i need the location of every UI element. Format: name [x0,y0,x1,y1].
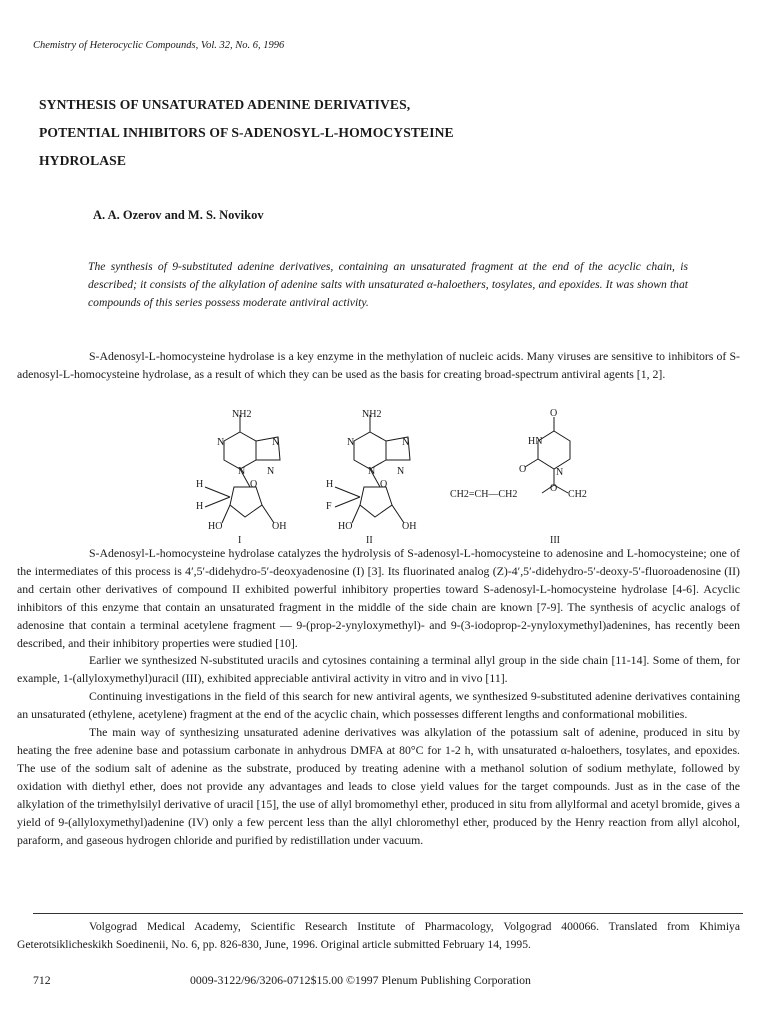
footnote-text: Volgograd Medical Academy, Scientific Research Institute of Pharmacology, Volgograd 400066. Translated from Khimiya Geterotsiklicheskikh Soedinenii, No. 6, pp. 826-830, June, 1996. Original article submitted February 14, 1995. [17,920,740,951]
compound-label: III [550,535,560,546]
amino-group-label: NH2 [232,409,252,420]
oxygen-label: O [380,479,388,490]
allyl-chain-label: CH2=CH—CH2 [450,489,518,500]
structures-svg [180,405,600,546]
body-paragraph: S-Adenosyl-L-homocysteine hydrolase is a key enzyme in the methylation of nucleic acids. Many viruses are sensitive to inhibitors of S-adenosyl-L-homocysteine hydrolase, as a result of which they can be used as the basis for creating broad-spectrum antiviral agents [1, 2]. [17,349,740,381]
nitrogen-label: N [238,466,246,477]
title-line: POTENTIAL INHIBITORS OF S-ADENOSYL-L-HOMOCYSTEINE [39,125,454,140]
nitrogen-label: N [272,437,280,448]
hydroxyl-label: HO [338,521,353,532]
authors: A. A. Ozerov and M. S. Novikov [93,208,264,222]
hydroxyl-label: HO [208,521,223,532]
nitrogen-label: N [267,466,275,477]
nitrogen-label: N [556,467,564,478]
hydroxyl-label: OH [402,521,417,532]
body-paragraph: The main way of synthesizing unsaturated adenine derivatives was alkylation of the potassium salt of adenine, produced in situ by heating the free adenine base and potassium carbonate in anhydrous DMFA at 80°C for 1-2 h, with unsaturated α-haloethers, tosylates, and epoxides. The use of the sodium salt of adenine as the substrate, produced by treating adenine with a methanol solution of sodium methylate, followed by oxidation with diethyl ether, does not provide any advantages and leads to close yield values for the target compounds. Just as in the case of the alkylation of the trimethylsilyl derivative of uracil [15], the use of allyl bromomethyl ether, produced in situ from allylformal and acetyl bromide, gives a yield of 9-(allyloxymethyl)adenine (IV) only a few percent less than the allyl chloromethyl ether, produced by the Henry reaction from allyl alcohol, paraform, and gaseous hydrogen chloride and purified by redistillation under vacuum. [17,725,740,847]
intro-paragraph [17,348,740,384]
compound-label: II [366,535,373,546]
nh-label: HN [528,436,543,447]
nitrogen-label: N [402,437,410,448]
body-text [17,545,740,849]
oxygen-label: O [519,464,527,475]
title-line: SYNTHESIS OF UNSATURATED ADENINE DERIVATIVES, [39,97,411,112]
article-title [39,91,454,175]
nitrogen-label: N [347,437,355,448]
abstract: The synthesis of 9-substituted adenine derivatives, containing an unsaturated fragment at the end of the acyclic chain, is described; it consists of the alkylation of adenine salts with unsaturated α-haloethers, tosylates, and epoxides. It was shown that compounds of this series possess moderate antiviral activity. [88,260,688,309]
nitrogen-label: N [217,437,225,448]
hydrogen-label: H [326,479,334,490]
affiliation-footnote [17,918,740,953]
hydrogen-label: H [196,501,204,512]
methylene-label: CH2 [568,489,587,500]
body-paragraph: Continuing investigations in the field of this search for new antiviral agents, we synthesized 9-substituted adenine derivatives containing an unsaturated (ethylene, acetylene) fragment at the end of the acyclic chain, which possesses different lengths and conformational mobilities. [17,689,740,722]
amino-group-label: NH2 [362,409,382,420]
body-paragraph: Earlier we synthesized N-substituted uracils and cytosines containing a terminal allyl group in the side chain [11-14]. Some of them, for example, 1-(allyloxymethyl)uracil (III), exhibited appreciable antiviral activity in vitro and in vivo [11]. [17,653,740,686]
body-paragraph: S-Adenosyl-L-homocysteine hydrolase catalyzes the hydrolysis of S-adenosyl-L-homocysteine to adenosine and L-homocysteine; one of the intermediates of this process is 4′,5′-didehydro-5′-deoxyadenosine (I) [3]. Its fluorinated analog (Z)-4′,5′-didehydro-5′-deoxy-5′-fluoroadenosine (II) and certain other derivatives of compound II exhibited powerful inhibitory properties toward S-adenosyl-L-homocysteine hydrolase [4-6]. Acyclic inhibitors of this enzyme that contain an unsaturated fragment in the middle of the side chain are known [7-9]. The synthesis of acyclic analogs of adenosine that contain a terminal acetylene fragment — 9-(prop-2-ynyloxymethyl)- and 9-(3-iodoprop-2-ynyloxymethyl)adenines, has recently been described, and their inhibitory properties were studied [10]. [17,546,740,650]
title-line: HYDROLASE [39,153,127,168]
nitrogen-label: N [368,466,376,477]
oxygen-label: O [550,483,558,494]
carbonyl-oxygen-label: O [550,408,558,419]
journal-header: Chemistry of Heterocyclic Compounds, Vol. 32, No. 6, 1996 [33,40,285,51]
hydroxyl-label: OH [272,521,287,532]
fluorine-label: F [326,501,332,512]
copyright-line: 0009-3122/96/3206-0712$15.00 ©1997 Plenum Publishing Corporation [190,973,531,987]
hydrogen-label: H [196,479,204,490]
oxygen-label: O [250,479,258,490]
page-number: 712 [33,973,51,987]
chemical-structures-figure [180,405,600,546]
compound-label: I [238,535,242,546]
nitrogen-label: N [397,466,405,477]
footnote-divider [33,913,743,914]
